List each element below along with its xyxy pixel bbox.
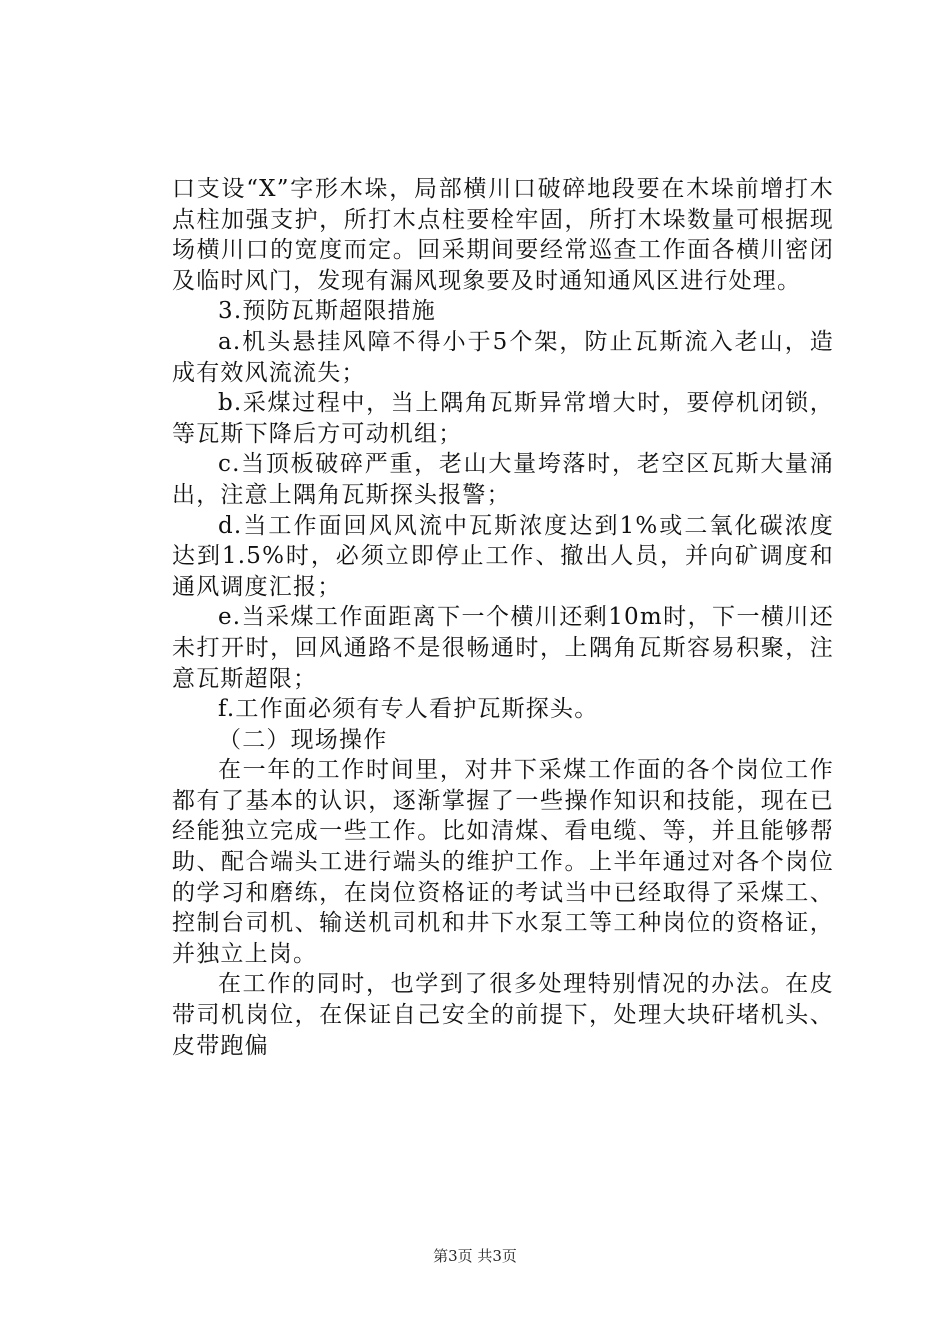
page-footer: 第3页 共3页 — [433, 1247, 517, 1265]
document-body — [172, 174, 834, 1061]
list-item-a: a.机头悬挂风障不得小于5个架，防止瓦斯流入老山，造成有效风流流失； — [172, 328, 834, 386]
paragraph: 在一年的工作时间里，对井下采煤工作面的各个岗位工作都有了基本的认识，逐渐掌握了一些操作知识和技能，现在已经能独立完成一些工作。比如清煤、看电缆、等，并且能够帮助、配合端头工进行端头的维护工作。上半年通过对各个岗位的学习和磨练，在岗位资格证的考试当中已经取得了采煤工、控制台司机、输送机司机和井下水泵工等工种岗位的资格证，并独立上岗。 — [172, 757, 834, 967]
list-item-e: e.当采煤工作面距离下一个横川还剩10m时，下一横川还未打开时，回风通路不是很畅通时，上隅角瓦斯容易积聚，注意瓦斯超限； — [172, 604, 834, 692]
section-heading-gas-prevention: 3.预防瓦斯超限措施 — [218, 298, 436, 325]
section-heading-field-operation: （二）现场操作 — [218, 726, 388, 753]
paragraph: 在工作的同时，也学到了很多处理特别情况的办法。在皮带司机岗位，在保证自己安全的前提下，处理大块矸堵机头、皮带跑偏 — [172, 971, 834, 1059]
list-item-c: c.当顶板破碎严重，老山大量垮落时，老空区瓦斯大量涌出，注意上隅角瓦斯探头报警； — [172, 451, 834, 508]
list-item-b: b.采煤过程中，当上隅角瓦斯异常增大时，要停机闭锁，等瓦斯下降后方可动机组； — [172, 390, 834, 447]
list-item-d: d.当工作面回风风流中瓦斯浓度达到1%或二氧化碳浓度达到1.5%时，必须立即停止工作、撤出人员，并向矿调度和通风调度汇报； — [172, 512, 834, 600]
list-item-f: f.工作面必须有专人看护瓦斯探头。 — [218, 696, 599, 723]
paragraph: 口支设“X”字形木垛，局部横川口破碎地段要在木垛前增打木点柱加强支护，所打木点柱要栓牢固，所打木垛数量可根据现场横川口的宽度而定。回采期间要经常巡查工作面各横川密闭及临时风门，发现有漏风现象要及时通知通风区进行处理。 — [172, 176, 834, 294]
